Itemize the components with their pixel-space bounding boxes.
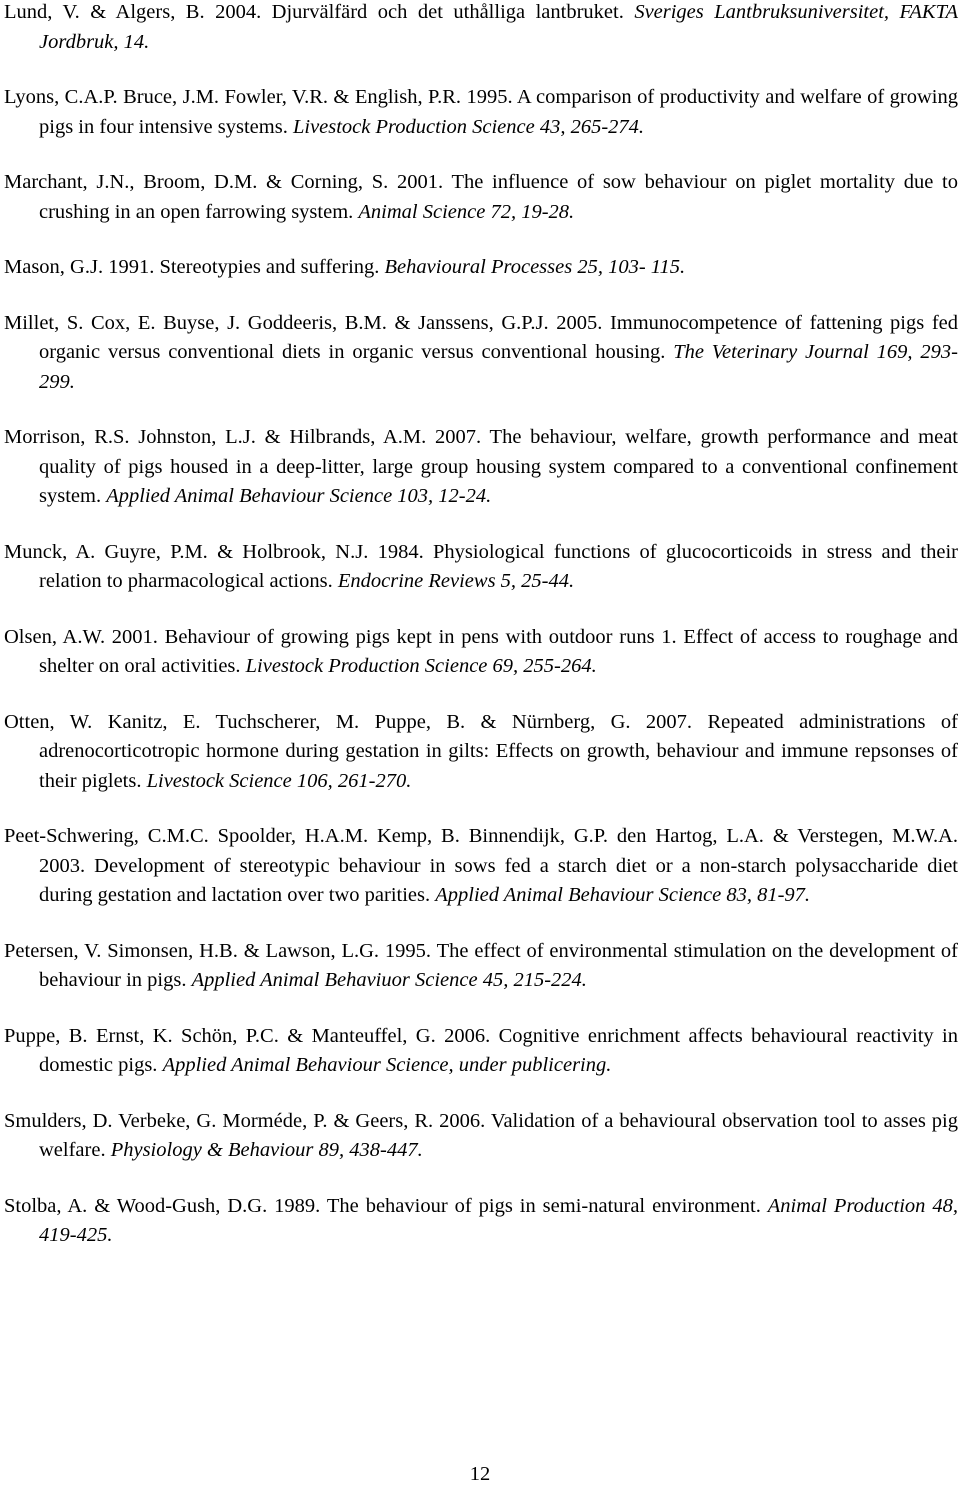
- reference-text: Puppe, B. Ernst, K. Schön, P.C. & Manteuffel, G. 2006. Cognitive enrichment affects behavioural reactivity in domestic pigs.: [4, 1024, 958, 1076]
- reference-entry: [4, 623, 958, 682]
- reference-source: Animal Production 48, 419-425.: [39, 1194, 958, 1246]
- reference-text: Morrison, R.S. Johnston, L.J. & Hilbrands, A.M. 2007. The behaviour, welfare, growth performance and meat quality of pigs housed in a deep-litter, large group housing system compared to a conventional confinement system.: [4, 426, 958, 507]
- reference-entry: [4, 253, 958, 283]
- reference-text: Otten, W. Kanitz, E. Tuchscherer, M. Puppe, B. & Nürnberg, G. 2007. Repeated administrations of adrenocorticotropic hormone during gestation in gilts: Effects on growth, behaviour and immune repsonses of their piglets.: [4, 710, 958, 792]
- reference-entry: [4, 1192, 958, 1251]
- page-number: 12: [469, 1463, 491, 1485]
- reference-source: Animal Science 72, 19-28.: [358, 200, 575, 223]
- reference-entry: [4, 0, 958, 57]
- reference-entry: [4, 538, 958, 597]
- reference-entry: [4, 1022, 958, 1081]
- reference-entry: [4, 423, 958, 512]
- reference-text: Millet, S. Cox, E. Buyse, J. Goddeeris, B.M. & Janssens, G.P.J. 2005. Immunocompetence of fattening pigs fed organic versus conventional diets in organic versus conventional housing.: [4, 311, 958, 363]
- reference-text: Lund, V. & Algers, B. 2004. Djurvälfärd och det uthålliga lantbruket.: [4, 1, 635, 23]
- reference-entry: [4, 309, 958, 398]
- reference-source: Sveriges Lantbruksuniversitet, FAKTA Jordbruk, 14.: [39, 1, 958, 53]
- reference-entry: [4, 1107, 958, 1166]
- reference-text: Stolba, A. & Wood-Gush, D.G. 1989. The behaviour of pigs in semi-natural environment.: [4, 1194, 768, 1217]
- reference-text: Marchant, J.N., Broom, D.M. & Corning, S. 2001. The influence of sow behaviour on piglet mortality due to crushing in an open farrowing system.: [4, 171, 958, 223]
- reference-source: Behavioural Processes 25, 103- 115.: [384, 256, 686, 278]
- reference-source: Applied Animal Behaviour Science, under publicering.: [162, 1054, 612, 1076]
- reference-text: Petersen, V. Simonsen, H.B. & Lawson, L.G. 1995. The effect of environmental stimulation on the development of behaviour in pigs.: [4, 939, 958, 991]
- reference-source: Applied Animal Behaviuor Science 45, 215-224.: [191, 969, 587, 991]
- reference-text: Olsen, A.W. 2001. Behaviour of growing pigs kept in pens with outdoor runs 1. Effect of access to roughage and shelter on oral activities.: [4, 625, 958, 677]
- reference-text: Peet-Schwering, C.M.C. Spoolder, H.A.M. Kemp, B. Binnendijk, G.P. den Hartog, L.A. & Verstegen, M.W.A. 2003. Development of stereotypic behaviour in sows fed a starch diet or a non-starch polysaccharide diet during gestation and lactation over two parities.: [4, 825, 958, 906]
- reference-entry: [4, 168, 958, 227]
- reference-source: Applied Animal Behaviour Science 83, 81-97.: [435, 884, 811, 906]
- reference-source: Applied Animal Behaviour Science 103, 12-24.: [106, 485, 492, 507]
- reference-text: Lyons, C.A.P. Bruce, J.M. Fowler, V.R. & English, P.R. 1995. A comparison of productivity and welfare of growing pigs in four intensive systems.: [4, 86, 958, 138]
- reference-text: Munck, A. Guyre, P.M. & Holbrook, N.J. 1984. Physiological functions of glucocorticoids in stress and their relation to pharmacological actions.: [4, 540, 958, 592]
- reference-list: [4, 0, 958, 1277]
- reference-source: Livestock Production Science 43, 265-274.: [292, 115, 645, 138]
- reference-source: Livestock Production Science 69, 255-264.: [245, 655, 597, 677]
- reference-entry: [4, 937, 958, 996]
- reference-text: Smulders, D. Verbeke, G. Morméde, P. & Geers, R. 2006. Validation of a behavioural observation tool to asses pig welfare.: [4, 1109, 958, 1161]
- reference-source: The Veterinary Journal 169, 293-299.: [39, 341, 958, 393]
- reference-entry: [4, 822, 958, 911]
- reference-source: Endocrine Reviews 5, 25-44.: [337, 570, 575, 592]
- reference-text: Mason, G.J. 1991. Stereotypies and suffering.: [4, 256, 385, 278]
- reference-entry: [4, 708, 958, 797]
- reference-entry: [4, 83, 958, 142]
- reference-source: Livestock Science 106, 261-270.: [146, 769, 412, 792]
- reference-source: Physiology & Behaviour 89, 438-447.: [110, 1139, 423, 1161]
